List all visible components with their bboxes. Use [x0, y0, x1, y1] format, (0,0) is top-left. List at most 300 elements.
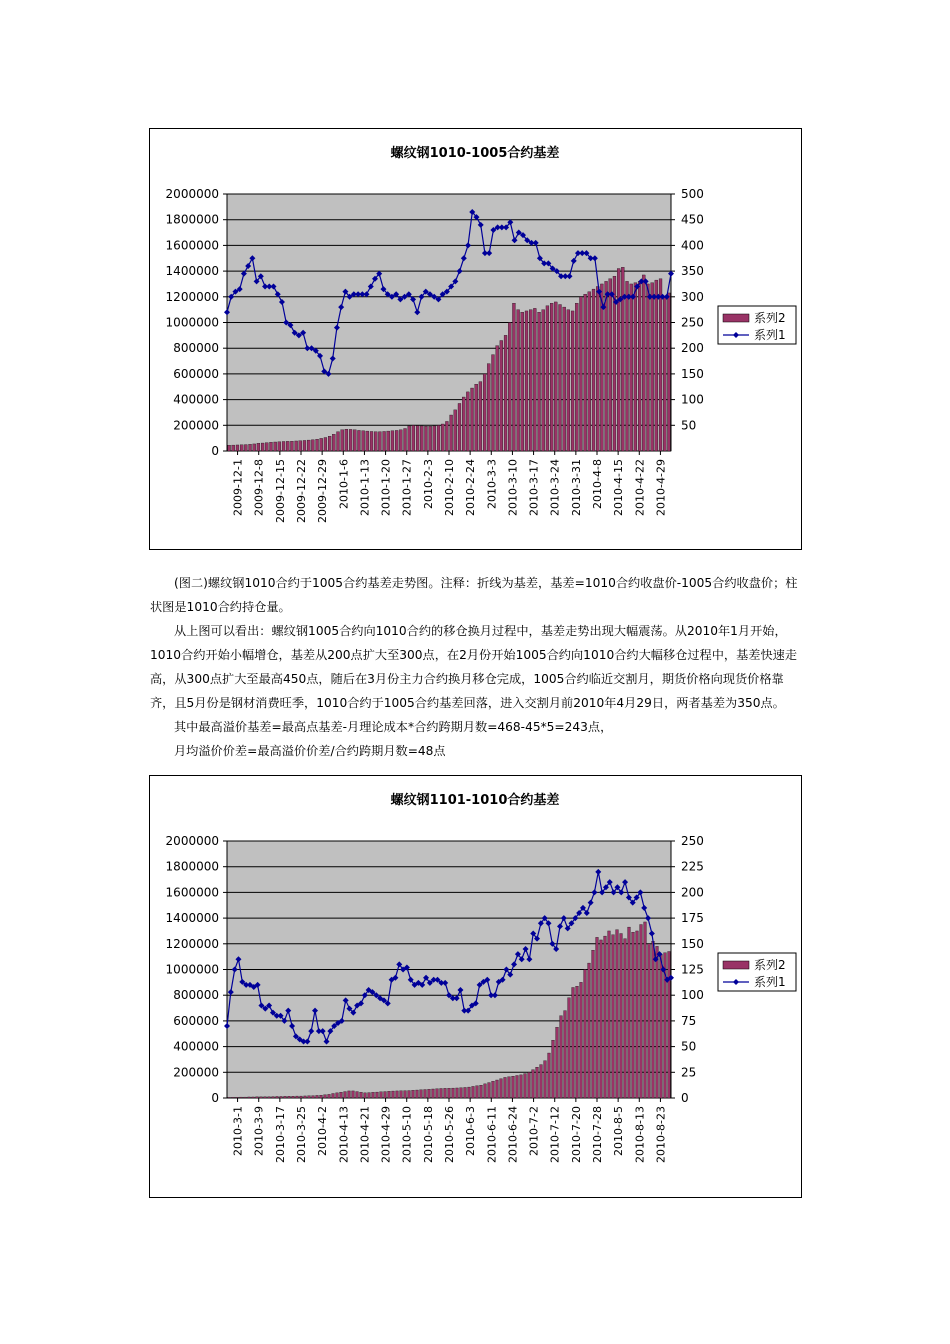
- bar: [651, 283, 654, 451]
- legend-swatch-bar: [723, 314, 749, 322]
- bar: [311, 440, 314, 451]
- x-tick-label: 2010-4-15: [612, 459, 626, 516]
- bar: [655, 280, 658, 451]
- bar: [240, 445, 243, 451]
- bar: [596, 937, 599, 1098]
- bar: [412, 1090, 415, 1098]
- y-left-tick-label: 800000: [173, 988, 219, 1003]
- y-right-tick-label: 250: [681, 315, 704, 330]
- bar: [424, 1090, 427, 1098]
- bar: [579, 297, 582, 451]
- x-tick-label: 2009-12-29: [316, 459, 330, 523]
- bar: [299, 441, 302, 451]
- bar: [353, 430, 356, 451]
- bar: [248, 1097, 251, 1098]
- y-left-tick-label: 800000: [173, 341, 219, 356]
- bar: [396, 1091, 399, 1098]
- bar: [284, 1096, 287, 1098]
- bar: [228, 445, 231, 451]
- bar: [288, 1096, 291, 1098]
- bar: [479, 382, 482, 451]
- bar: [272, 1097, 275, 1098]
- bar: [445, 421, 448, 451]
- y-right-tick-label: 150: [681, 366, 704, 381]
- bar: [316, 439, 319, 451]
- chart-title: 螺纹钢1101-1010合约基差: [390, 793, 560, 808]
- bar: [356, 1092, 359, 1098]
- bar: [642, 275, 645, 451]
- bar: [357, 430, 360, 451]
- bar: [468, 1087, 471, 1098]
- bar: [592, 289, 595, 451]
- bar: [399, 430, 402, 451]
- bar: [525, 311, 528, 451]
- bar: [364, 1093, 367, 1098]
- y-left-tick-label: 600000: [173, 1013, 219, 1028]
- x-tick-label: 2010-7-2: [527, 1106, 541, 1156]
- bar: [429, 426, 432, 451]
- bar: [232, 1097, 235, 1098]
- bar: [620, 934, 623, 1098]
- bar: [588, 963, 591, 1098]
- bar: [444, 1088, 447, 1098]
- legend-label-series1: 系列1: [754, 975, 786, 989]
- y-left-tick-label: 1800000: [165, 859, 219, 874]
- bar: [572, 987, 575, 1098]
- y-left-tick-label: 1000000: [165, 315, 219, 330]
- bar: [536, 1067, 539, 1098]
- x-tick-label: 2010-2-24: [464, 459, 478, 516]
- y-right-tick-label: 350: [681, 264, 704, 279]
- legend: [718, 306, 796, 344]
- bar: [295, 441, 298, 451]
- x-tick-label: 2010-5-18: [421, 1106, 435, 1163]
- bar: [404, 1091, 407, 1098]
- y-right-tick-label: 175: [681, 911, 704, 926]
- x-tick-label: 2010-5-26: [443, 1106, 456, 1163]
- y-right-tick-label: 150: [681, 936, 704, 951]
- bar: [567, 310, 570, 451]
- bar: [320, 438, 323, 451]
- x-tick-label: 2010-3-17: [527, 459, 541, 516]
- y-right-tick-label: 500: [681, 187, 704, 201]
- bar: [328, 1094, 331, 1098]
- bar: [278, 442, 281, 451]
- bar: [252, 1097, 255, 1098]
- x-tick-label: 2010-6-3: [464, 1106, 478, 1156]
- bar: [616, 930, 619, 1098]
- bar: [630, 284, 633, 451]
- bar: [428, 1089, 431, 1098]
- bar: [571, 311, 574, 451]
- bar: [290, 441, 293, 451]
- bar: [456, 1088, 459, 1098]
- bar: [257, 443, 260, 451]
- bar: [617, 269, 620, 451]
- bar: [636, 931, 639, 1098]
- bar: [517, 310, 520, 451]
- bar: [380, 1092, 383, 1098]
- bar: [378, 432, 381, 451]
- bar: [500, 340, 503, 451]
- x-tick-label: 2010-1-27: [400, 459, 414, 516]
- bar: [292, 1096, 295, 1098]
- bar: [240, 1097, 243, 1098]
- bar: [592, 950, 595, 1098]
- bar: [391, 431, 394, 451]
- y-right-tick-label: 100: [681, 988, 704, 1003]
- x-tick-label: 2010-7-12: [548, 1106, 562, 1163]
- bar: [432, 1089, 435, 1098]
- bar: [596, 287, 599, 451]
- text-block: [150, 571, 805, 763]
- y-right-tick-label: 50: [681, 418, 697, 433]
- bar: [307, 440, 310, 451]
- bar: [508, 1077, 511, 1098]
- bar: [372, 1092, 375, 1098]
- bar: [370, 431, 373, 451]
- bar: [528, 1072, 531, 1098]
- bar: [312, 1096, 315, 1098]
- x-tick-label: 2010-6-24: [506, 1106, 520, 1163]
- bar: [540, 1065, 543, 1098]
- bar: [441, 424, 444, 451]
- bar: [483, 374, 486, 451]
- bar: [236, 445, 239, 451]
- chart-2-frame: [149, 775, 802, 1198]
- x-tick-label: 2010-8-23: [654, 1106, 668, 1163]
- chart-title: 螺纹钢1010-1005合约基差: [390, 146, 560, 161]
- x-tick-label: 2010-4-21: [358, 1106, 372, 1163]
- bar: [388, 1091, 391, 1098]
- bar: [508, 323, 511, 452]
- bar: [368, 1093, 371, 1098]
- x-tick-label: 2010-4-8: [591, 459, 604, 509]
- bar: [550, 303, 553, 451]
- bar: [460, 1088, 463, 1098]
- bar: [304, 1096, 307, 1098]
- x-tick-label: 2010-8-5: [612, 1106, 626, 1156]
- bar: [640, 925, 643, 1098]
- bar: [395, 430, 398, 451]
- bar: [436, 1089, 439, 1098]
- x-tick-label: 2010-1-13: [358, 459, 372, 516]
- legend-label-series1: 系列1: [754, 328, 786, 342]
- bar: [458, 403, 461, 451]
- x-tick-label: 2010-7-28: [591, 1106, 604, 1163]
- bar: [626, 281, 629, 451]
- bar: [604, 936, 607, 1098]
- bar: [529, 310, 532, 451]
- y-left-tick-label: 1200000: [165, 936, 219, 951]
- bar: [454, 410, 457, 451]
- x-tick-label: 2010-3-25: [295, 1106, 308, 1163]
- bar: [276, 1096, 279, 1098]
- bar: [437, 425, 440, 451]
- y-left-tick-label: 1000000: [165, 962, 219, 977]
- bar: [496, 1080, 499, 1098]
- bar: [268, 1097, 271, 1098]
- bar: [532, 1070, 535, 1098]
- bar: [232, 445, 235, 451]
- bar: [588, 292, 591, 451]
- bar: [538, 312, 541, 451]
- bar: [466, 392, 469, 451]
- bar: [452, 1088, 455, 1098]
- bar: [332, 434, 335, 451]
- bar: [484, 1084, 487, 1098]
- bar: [533, 308, 536, 451]
- bar: [624, 939, 627, 1098]
- x-tick-label: 2010-3-9: [252, 1106, 266, 1156]
- bar: [303, 440, 306, 451]
- bar: [548, 1053, 551, 1098]
- bar: [568, 998, 571, 1098]
- bar: [416, 426, 419, 451]
- bar: [366, 431, 369, 451]
- bar: [450, 415, 453, 451]
- y-left-tick-label: 0: [211, 1091, 219, 1105]
- y-left-tick-label: 1200000: [165, 289, 219, 304]
- bar: [656, 946, 659, 1098]
- bar: [634, 283, 637, 451]
- bar: [580, 982, 583, 1098]
- bar: [360, 1092, 363, 1098]
- bar: [416, 1090, 419, 1098]
- bar: [274, 442, 277, 451]
- y-right-tick-label: 250: [681, 834, 704, 848]
- y-left-tick-label: 1400000: [165, 911, 219, 926]
- bar: [524, 1074, 527, 1098]
- bar: [612, 935, 615, 1098]
- bar: [332, 1094, 335, 1098]
- bar: [462, 397, 465, 451]
- bar: [348, 1091, 351, 1098]
- legend-label-series2: 系列2: [754, 958, 786, 972]
- bar: [668, 952, 671, 1098]
- bar: [328, 436, 331, 451]
- bar: [264, 1097, 267, 1098]
- bar: [542, 310, 545, 451]
- y-left-tick-label: 1400000: [165, 264, 219, 279]
- bar: [228, 1097, 231, 1098]
- chart-1: [150, 129, 801, 549]
- bar: [282, 441, 285, 451]
- bar: [440, 1088, 443, 1098]
- x-tick-label: 2010-4-22: [633, 459, 647, 516]
- bar: [280, 1096, 283, 1098]
- bar: [296, 1096, 299, 1098]
- bar: [316, 1095, 319, 1098]
- bar: [260, 1097, 263, 1098]
- y-right-tick-label: 300: [681, 289, 704, 304]
- bar: [336, 1093, 339, 1098]
- bar: [659, 279, 662, 451]
- bar: [556, 1027, 559, 1098]
- x-tick-label: 2009-12-15: [273, 459, 287, 523]
- y-left-tick-label: 2000000: [165, 187, 219, 201]
- x-tick-label: 2010-3-31: [569, 459, 583, 516]
- bar: [349, 429, 352, 451]
- analysis-paragraph: 从上图可以看出：螺纹钢1005合约向1010合约的移仓换月过程中，基差走势出现大幅震荡。从2010年1月开始，1010合约开始小幅增仓，基差从200点扩大至300点，在2月份开始1005合约向1010合约大幅移仓过程中，基差快速走高，从300点扩大至最高450点，随后在3月份主力合约换月移仓完成，1005合约临近交割月，期货价格向现货价格靠齐，且5月份是钢材消费旺季，1010合约于1005合约基差回落，进入交割月前2010年4月29日，两者基差为350点。: [150, 624, 798, 710]
- y-left-tick-label: 1600000: [165, 238, 219, 253]
- x-tick-label: 2010-3-10: [506, 459, 520, 516]
- bar: [408, 426, 411, 451]
- bar: [400, 1091, 403, 1098]
- x-tick-label: 2010-8-13: [633, 1106, 647, 1163]
- chart-2: [150, 776, 801, 1197]
- bar: [324, 1095, 327, 1098]
- bar: [667, 293, 670, 451]
- x-tick-label: 2010-4-2: [316, 1106, 330, 1156]
- bar: [420, 426, 423, 451]
- bar: [576, 986, 579, 1098]
- x-tick-label: 2010-4-13: [337, 1106, 351, 1163]
- x-tick-label: 2010-1-20: [379, 459, 393, 516]
- bar: [632, 932, 635, 1098]
- y-left-tick-label: 600000: [173, 366, 219, 381]
- bar: [376, 1092, 379, 1098]
- bar: [341, 430, 344, 451]
- legend: [718, 953, 796, 991]
- bar: [387, 431, 390, 451]
- y-left-tick-label: 1600000: [165, 885, 219, 900]
- bar: [544, 1061, 547, 1098]
- bar: [663, 297, 666, 451]
- x-tick-label: 2009-12-1: [231, 459, 245, 516]
- bar: [609, 279, 612, 451]
- bar: [464, 1087, 467, 1098]
- x-tick-label: 2010-4-29: [379, 1106, 393, 1163]
- max-premium-formula: 其中最高溢价基差=最高点基差-月理论成本*合约跨期月数=468-45*5=243点，: [174, 720, 613, 734]
- y-right-tick-label: 225: [681, 859, 704, 874]
- bar: [521, 312, 524, 451]
- bar: [392, 1091, 395, 1098]
- bar: [476, 1086, 479, 1098]
- y-left-tick-label: 1800000: [165, 212, 219, 227]
- y-left-tick-label: 400000: [173, 392, 219, 407]
- y-right-tick-label: 50: [681, 1039, 697, 1054]
- bar: [646, 284, 649, 451]
- bar: [504, 335, 507, 451]
- y-right-tick-label: 450: [681, 212, 704, 227]
- bar: [564, 1011, 567, 1098]
- x-tick-label: 2010-2-3: [421, 459, 435, 509]
- bar: [584, 970, 587, 1099]
- bar: [244, 445, 247, 451]
- y-right-tick-label: 0: [681, 1091, 689, 1105]
- bar: [345, 429, 348, 451]
- bar: [308, 1096, 311, 1098]
- bar: [496, 346, 499, 451]
- y-right-tick-label: 400: [681, 238, 704, 253]
- bar: [471, 388, 474, 451]
- bar: [608, 931, 611, 1098]
- bar: [249, 444, 252, 451]
- y-left-tick-label: 200000: [173, 418, 219, 433]
- y-right-tick-label: 100: [681, 392, 704, 407]
- bar: [404, 429, 407, 451]
- bar: [475, 384, 478, 451]
- x-tick-label: 2010-3-1: [231, 1106, 245, 1156]
- x-tick-label: 2009-12-8: [252, 459, 266, 516]
- x-tick-label: 2010-3-17: [273, 1106, 287, 1163]
- bar: [344, 1092, 347, 1098]
- bar: [320, 1095, 323, 1098]
- bar: [424, 426, 427, 451]
- bar: [512, 303, 515, 451]
- bar: [584, 294, 587, 451]
- y-right-tick-label: 200: [681, 885, 704, 900]
- bar: [340, 1092, 343, 1098]
- bar: [660, 954, 663, 1098]
- bar: [412, 425, 415, 451]
- y-left-tick-label: 0: [211, 444, 219, 458]
- bar: [420, 1090, 423, 1098]
- chart-1-frame: [149, 128, 802, 550]
- legend-label-series2: 系列2: [754, 311, 786, 325]
- y-left-tick-label: 400000: [173, 1039, 219, 1054]
- bar: [575, 303, 578, 451]
- bar: [236, 1097, 239, 1098]
- bar: [244, 1097, 247, 1098]
- x-tick-label: 2010-5-10: [400, 1106, 414, 1163]
- bar: [644, 922, 647, 1098]
- bar: [488, 1083, 491, 1098]
- y-right-tick-label: 75: [681, 1013, 697, 1028]
- bar: [492, 355, 495, 451]
- bar: [504, 1077, 507, 1098]
- bar: [265, 443, 268, 451]
- bar: [374, 432, 377, 451]
- monthly-premium-formula: 月均溢价价差=最高溢价价差/合约跨期月数=48点: [174, 744, 446, 758]
- bar: [628, 927, 631, 1098]
- bar: [261, 443, 264, 451]
- bar: [652, 941, 655, 1098]
- bar: [286, 441, 289, 451]
- bar: [300, 1096, 303, 1098]
- x-tick-label: 2010-6-11: [485, 1106, 499, 1163]
- y-right-tick-label: 125: [681, 962, 704, 977]
- y-right-tick-label: 25: [681, 1065, 697, 1080]
- bar: [362, 431, 365, 451]
- x-tick-label: 2010-2-10: [443, 459, 456, 516]
- bar: [487, 364, 490, 451]
- figure-caption: (图二)螺纹钢1010合约于1005合约基差走势图。注释：折线为基差，基差=1010合约收盘价-1005合约收盘价；柱状图是1010合约持仓量。: [150, 576, 798, 614]
- legend-swatch-bar: [723, 961, 749, 969]
- bar: [648, 944, 651, 1098]
- bar: [337, 432, 340, 451]
- bar: [472, 1086, 475, 1098]
- bar: [256, 1097, 259, 1098]
- x-tick-label: 2010-3-3: [485, 459, 499, 509]
- bar: [554, 302, 557, 451]
- bar: [433, 426, 436, 451]
- bar: [520, 1075, 523, 1098]
- bar: [546, 306, 549, 451]
- x-tick-label: 2010-3-24: [548, 459, 562, 516]
- bar: [492, 1081, 495, 1098]
- bar: [383, 431, 386, 451]
- bar: [270, 442, 273, 451]
- bar: [638, 281, 641, 451]
- x-tick-label: 2010-1-6: [337, 459, 351, 509]
- bar: [500, 1079, 503, 1098]
- y-left-tick-label: 200000: [173, 1065, 219, 1080]
- bar: [253, 444, 256, 451]
- bar: [448, 1088, 451, 1098]
- bar: [384, 1092, 387, 1098]
